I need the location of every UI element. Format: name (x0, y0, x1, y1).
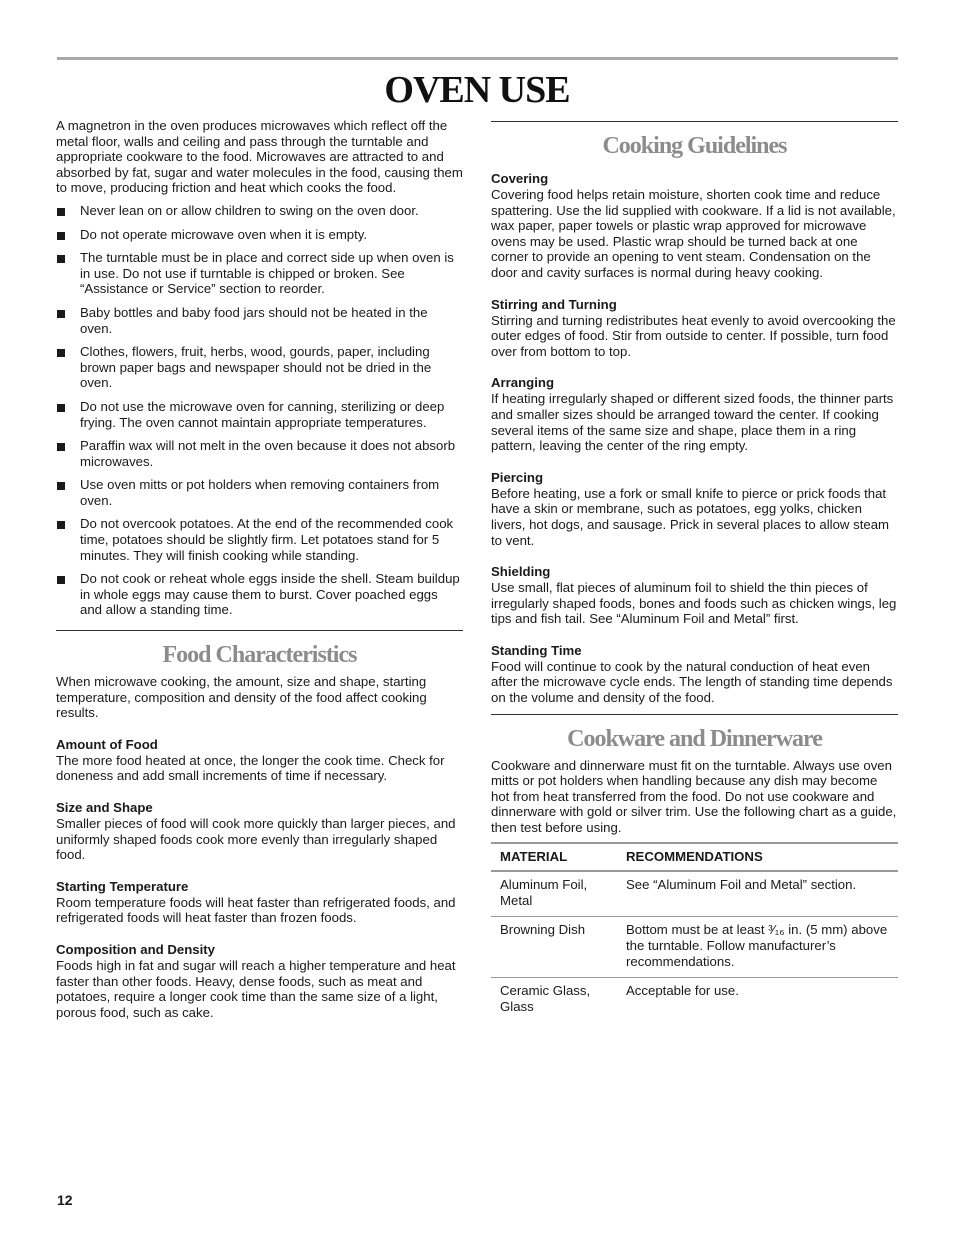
bullet-item: Do not operate microwave oven when it is empty. (56, 227, 463, 243)
safety-bullet-list (56, 203, 463, 618)
shielding-text: Use small, flat pieces of aluminum foil to shield the thin pieces of irregularly shaped foods, bones and foods such as chicken wings, leg tips and fish tail. See “Aluminum Foil and Metal” first. (491, 580, 897, 627)
bullet-item: Never lean on or allow children to swing on the oven door. (56, 203, 463, 219)
stirring-turning-text: Stirring and turning redistributes heat evenly to avoid overcooking the outer edges of food. Stir from outside to center. If possible, turn food over from bottom to top. (491, 312, 896, 359)
starting-temperature-heading: Starting Temperature (56, 878, 189, 894)
section-divider (491, 714, 898, 715)
composition-density-heading: Composition and Density (56, 941, 215, 957)
right-column (491, 118, 898, 1022)
intro-paragraph: A magnetron in the oven produces microwaves which reflect off the metal floor, walls and ceiling and pass through the turntable and appropriate cookware to the food. Microwaves are attracted to and absorbed by fat, sugar and water molecules in the food, causing them to move, producing friction and heat which cooks the food. (56, 118, 463, 196)
bullet-item: The turntable must be in place and correct side up when oven is in use. Do not use if turntable is chipped or broken. See “Assistance or Service” section to reorder. (56, 250, 463, 297)
starting-temperature-text: Room temperature foods will heat faster than refrigerated foods, and refrigerated foods will heat faster than frozen foods. (56, 894, 456, 926)
section-divider (56, 630, 463, 631)
page-title: OVEN USE (384, 69, 570, 111)
cookware-title: Cookware and Dinnerware (567, 725, 822, 752)
recommendations-column-header: RECOMMENDATIONS (617, 843, 898, 872)
amount-of-food-text: The more food heated at once, the longer the cook time. Check for doneness and add small increments of time if necessary. (56, 752, 445, 784)
standing-time-heading: Standing Time (491, 642, 582, 658)
table-row (491, 871, 898, 917)
cookware-table (491, 842, 898, 1023)
food-characteristics-title: Food Characteristics (162, 642, 357, 669)
material-column-header: MATERIAL (491, 843, 617, 872)
material-cell: Ceramic Glass, Glass (500, 983, 591, 1014)
material-cell: Aluminum Foil, Metal (491, 871, 617, 917)
shielding-heading: Shielding (491, 564, 551, 580)
size-and-shape-heading: Size and Shape (56, 800, 153, 815)
recommendation-cell: See “Aluminum Foil and Metal” section. (617, 871, 898, 917)
left-column (56, 118, 463, 1020)
covering-text: Covering food helps retain moisture, shorten cook time and reduce spattering. Use the lid supplied with cookware. If a lid is not available, wax paper, paper towels or plastic wrap approved for microwave ovens may be used. Plastic wrap should be turned back at one corner to provide an opening to vent steam. Condensation on the door and cavity surfaces is normal during heavy cooking. (491, 187, 896, 280)
cookware-intro: Cookware and dinnerware must fit on the turntable. Always use oven mitts or pot holders when handling because any dish may become hot from heat transferred from the food. Do not use cookware and dinnerware with gold or silver trim. Use the following chart as a guide, then test before using. (491, 757, 897, 836)
composition-density-text: Foods high in fat and sugar will reach a higher temperature and heat faster than other foods. Heavy, dense foods, such as meat and potatoes, require a longer cook time than the same size of a light, porous food, such as cake. (56, 957, 456, 1020)
material-cell: Browning Dish (491, 917, 617, 978)
bullet-item: Baby bottles and baby food jars should not be heated in the oven. (56, 305, 463, 336)
bullet-item: Do not overcook potatoes. At the end of the recommended cook time, potatoes should be slightly firm. Let potatoes stand for 5 minutes. They will finish cooking while standing. (56, 516, 463, 563)
stirring-turning-heading: Stirring and Turning (491, 296, 617, 312)
bullet-item: Clothes, flowers, fruit, herbs, wood, gourds, paper, including brown paper bags and newspaper should not be dried in the oven. (56, 344, 463, 391)
table-row (491, 917, 898, 978)
bullet-item: Paraffin wax will not melt in the oven because it does not absorb microwaves. (56, 438, 463, 469)
piercing-text: Before heating, use a fork or small knife to pierce or prick foods that have a skin or membrane, such as potatoes, egg yolks, chicken livers, hot dogs, and sausage. Prick in several places to allow steam to vent. (491, 485, 890, 548)
food-characteristics-intro: When microwave cooking, the amount, size and shape, starting temperature, composition and density of the food affect cooking results. (56, 674, 427, 721)
table-header-row (491, 843, 898, 872)
table-row (491, 978, 898, 1023)
recommendation-cell: Acceptable for use. (626, 983, 739, 999)
arranging-heading: Arranging (491, 375, 555, 391)
section-divider (491, 121, 898, 122)
bullet-item: Do not cook or reheat whole eggs inside the shell. Steam buildup in whole eggs may cause them to burst. Cover poached eggs and allow a standing time. (56, 571, 463, 618)
bullet-item: Use oven mitts or pot holders when removing containers from oven. (56, 477, 463, 508)
size-and-shape-text: Smaller pieces of food will cook more quickly than larger pieces, and uniformly shaped foods cook more evenly than irregularly shaped food. (56, 816, 456, 863)
bullet-item: Do not use the microwave oven for canning, sterilizing or deep frying. The oven cannot maintain appropriate temperatures. (56, 399, 463, 430)
top-rule (57, 57, 898, 60)
covering-heading: Covering (491, 171, 549, 186)
recommendation-cell: Bottom must be at least ³⁄₁₆ in. (5 mm) above the turntable. Follow manufacturer’s recommendations. (617, 917, 898, 978)
cooking-guidelines-title: Cooking Guidelines (602, 133, 787, 159)
arranging-text: If heating irregularly shaped or different sized foods, the thinner parts and smaller sizes should be arranged toward the center. If cooking several items of the same size and shape, place them in a ring pattern, leaving the center of the ring empty. (491, 391, 894, 454)
page-number: 12 (57, 1192, 73, 1208)
piercing-heading: Piercing (491, 469, 544, 485)
standing-time-text: Food will continue to cook by the natural conduction of heat even after the microwave cycle ends. The length of standing time depends on the volume and density of the food. (491, 658, 893, 706)
amount-of-food-heading: Amount of Food (56, 736, 158, 752)
